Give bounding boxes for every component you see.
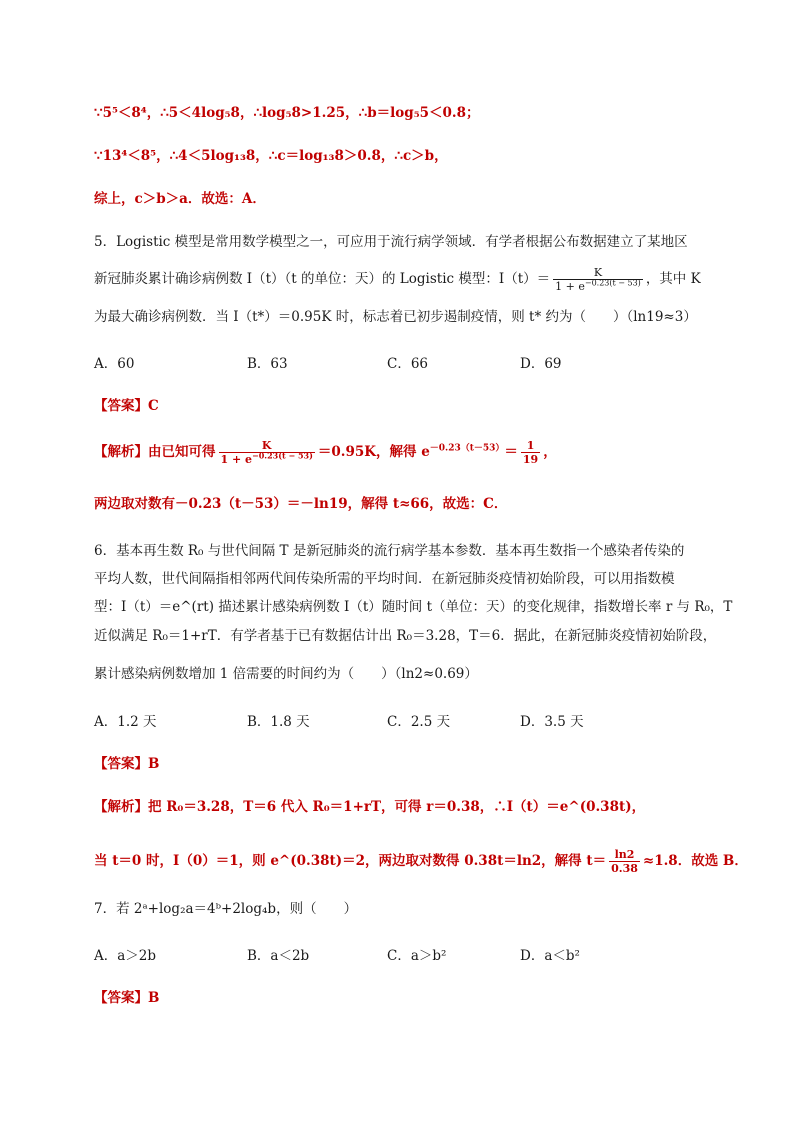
q7-option-c: C．a＞b² [387,948,447,964]
q5-model-fraction [553,266,643,293]
solution-line-1: ∵5⁵＜8⁴，∴5＜4log₅8，∴log₅8>1.25，∴b＝log₅5＜0.8； [94,105,480,121]
q5-solution-line-2: 两边取对数有－0.23（t－53）＝－ln19，解得 t≈66，故选：C． [94,496,508,512]
q5-text-part: 新冠肺炎累计确诊病例数 I（t）（t 的单位：天）的 Logistic 模型：I（t）＝ [94,271,551,287]
q5-text-line-1: 5．Logistic 模型是常用数学模型之一，可应用于流行病学领域．有学者根据公布数据建立了某地区 [94,234,688,250]
q6-option-b: B．1.8 天 [247,714,310,730]
q6-option-d: D．3.5 天 [520,714,584,730]
q6-text-line-4: 近似满足 R₀＝1+rT．有学者基于已有数据估计出 R₀＝3.28，T＝6．据此，在新冠肺炎疫情初始阶段， [94,628,717,644]
q5-den-exponent: −0.23(t − 53) [584,278,641,288]
q7-option-d: D．a＜b² [520,948,580,964]
solution-conclusion: 综上，c＞b＞a．故选：A． [94,191,266,207]
q5-sol-eq: ＝ [504,444,518,460]
q5-sol-fraction-num: K [261,439,272,452]
q5-solution-line-1 [94,439,557,466]
q6-sol-fraction-num: ln2 [614,848,635,861]
q6-text-line-3: 型：I（t）＝e^(rt) 描述累计感染病例数 I（t）随时间 t（单位：天）的变化规律，指数增长率 r 与 R₀，T [94,599,733,615]
q6-sol-fraction [609,848,640,875]
q5-option-b: B．63 [247,356,288,372]
q6-sol-fraction-den: 0.38 [611,862,638,875]
q7-text: 7．若 2ᵃ+log₂a＝4ᵇ+2log₄b，则（ ） [94,901,358,917]
q5-sol-den-exp: −0.23(t − 53) [252,450,313,461]
q5-sol-mid: ＝0.95K，解得 e [317,444,430,460]
solution-line-2: ∵13⁴＜8⁵，∴4＜5log₁₃8，∴c＝log₁₃8＞0.8，∴c＞b， [94,148,448,164]
q6-solution-line-1: 【解析】把 R₀＝3.28，T＝6 代入 R₀＝1+rT，可得 r＝0.38，∴I（t）＝e^(0.38t)， [94,799,646,815]
q6-option-c: C．2.5 天 [387,714,451,730]
q5-sol-fraction-2-den: 19 [522,453,539,466]
q5-den-base: 1 + e [555,280,585,293]
q5-sol-prefix: 【解析】由已知可得 [94,444,216,460]
q5-sol-fraction [219,439,315,466]
q5-sol-den-base: 1 + e [220,453,253,466]
q6-text-line-5: 累计感染病例数增加 1 倍需要的时间约为（ ）（ln2≈0.69） [94,666,478,682]
q5-fraction-numerator: K [593,266,603,279]
q7-answer: 【答案】B [94,990,160,1006]
q5-sol-fraction-den [219,452,315,466]
q6-sol-end: ≈1.8．故选 B． [642,853,748,869]
q5-answer: 【答案】C [94,398,159,414]
q5-text-line-3: 为最大确诊病例数．当 I（t*）＝0.95K 时，标志着已初步遏制疫情，则 t* 约为（ ）（ln19≈3） [94,309,697,325]
q6-answer: 【答案】B [94,756,160,772]
q6-text-line-1: 6．基本再生数 R₀ 与世代间隔 T 是新冠肺炎的流行病学基本参数．基本再生数指一个感染者传染的 [94,543,685,559]
q5-option-c: C．66 [387,356,429,372]
q7-option-a: A．a＞2b [94,948,157,964]
q5-fraction-denominator [553,279,643,293]
q5-text-tail: ，其中 K [645,271,701,287]
q6-solution-line-2 [94,848,748,875]
q7-option-b: B．a＜2b [247,948,310,964]
q5-sol-fraction-2 [521,439,540,466]
q5-sol-end: ， [543,444,557,460]
q6-text-line-2: 平均人数，世代间隔指相邻两代间传染所需的平均时间．在新冠肺炎疫情初始阶段，可以用指数模 [94,571,675,587]
q6-sol-prefix: 当 t＝0 时，I（0）＝1，则 e^(0.38t)＝2，两边取对数得 0.38t＝ln2，解得 t＝ [94,853,607,869]
q5-option-d: D．69 [520,356,562,372]
q6-option-a: A．1.2 天 [94,714,157,730]
q5-sol-fraction-2-num: 1 [526,439,535,452]
q5-text-line-2 [94,266,701,293]
q5-sol-exp: －0.23（t－53） [429,443,505,454]
q5-option-a: A．60 [94,356,135,372]
